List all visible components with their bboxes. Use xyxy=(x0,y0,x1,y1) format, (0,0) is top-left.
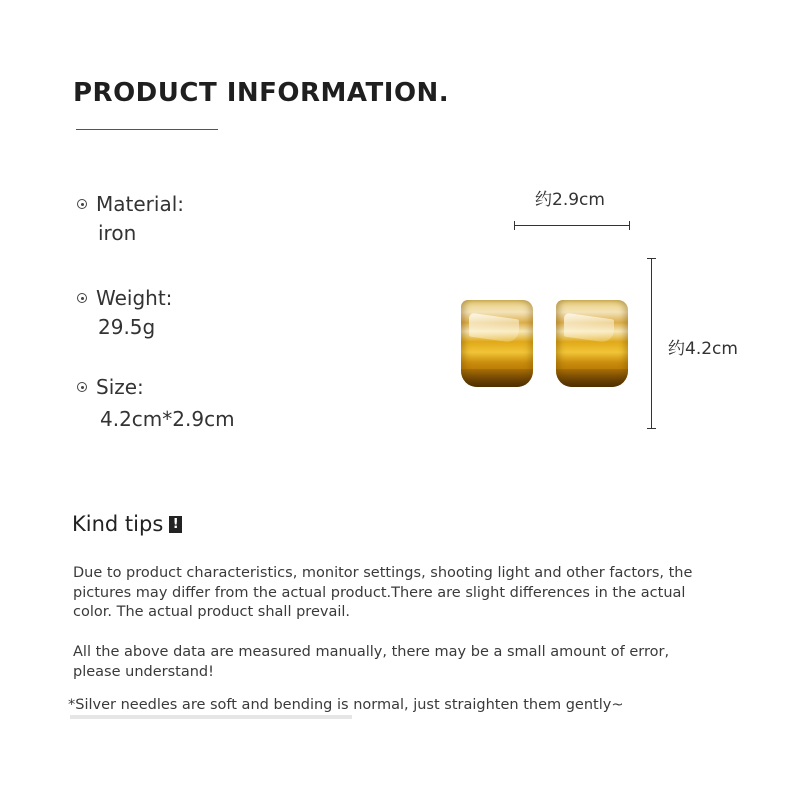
page-title: PRODUCT INFORMATION. xyxy=(73,78,450,108)
bullet-icon xyxy=(77,382,87,392)
tips-paragraph-1: Due to product characteristics, monitor settings, shooting light and other factors, the pictures may differ from the actual product.There are slight differences in the actual color. The actual product shall prevail. xyxy=(73,565,693,620)
height-dimension-line xyxy=(651,258,652,429)
spec-value: 29.5g xyxy=(98,315,156,339)
tips-note: *Silver needles are soft and bending is normal, just straighten them gently~ xyxy=(68,697,624,713)
width-label: 约2.9cm xyxy=(535,190,605,210)
width-dimension-line xyxy=(514,225,630,226)
kind-tips-heading xyxy=(72,512,182,536)
note-highlight xyxy=(70,715,352,719)
kind-tips-title: Kind tips xyxy=(72,512,164,536)
bullet-icon xyxy=(77,199,87,209)
height-label: 约4.2cm xyxy=(668,339,738,359)
spec-label: Weight: xyxy=(96,286,173,310)
spec-label: Size: xyxy=(96,375,144,399)
bullet-icon xyxy=(77,293,87,303)
earring-right-image xyxy=(556,300,628,387)
spec-value: 4.2cm*2.9cm xyxy=(100,407,235,431)
spec-label: Material: xyxy=(96,192,184,216)
earring-left-image xyxy=(461,300,533,387)
spec-value: iron xyxy=(98,221,137,245)
exclamation-icon: ! xyxy=(169,516,182,533)
spec-size xyxy=(77,373,235,437)
spec-weight xyxy=(77,284,172,342)
title-divider xyxy=(76,129,218,130)
spec-material xyxy=(77,190,184,248)
tips-paragraph-2: All the above data are measured manually, there may be a small amount of error, please understand! xyxy=(73,644,670,680)
